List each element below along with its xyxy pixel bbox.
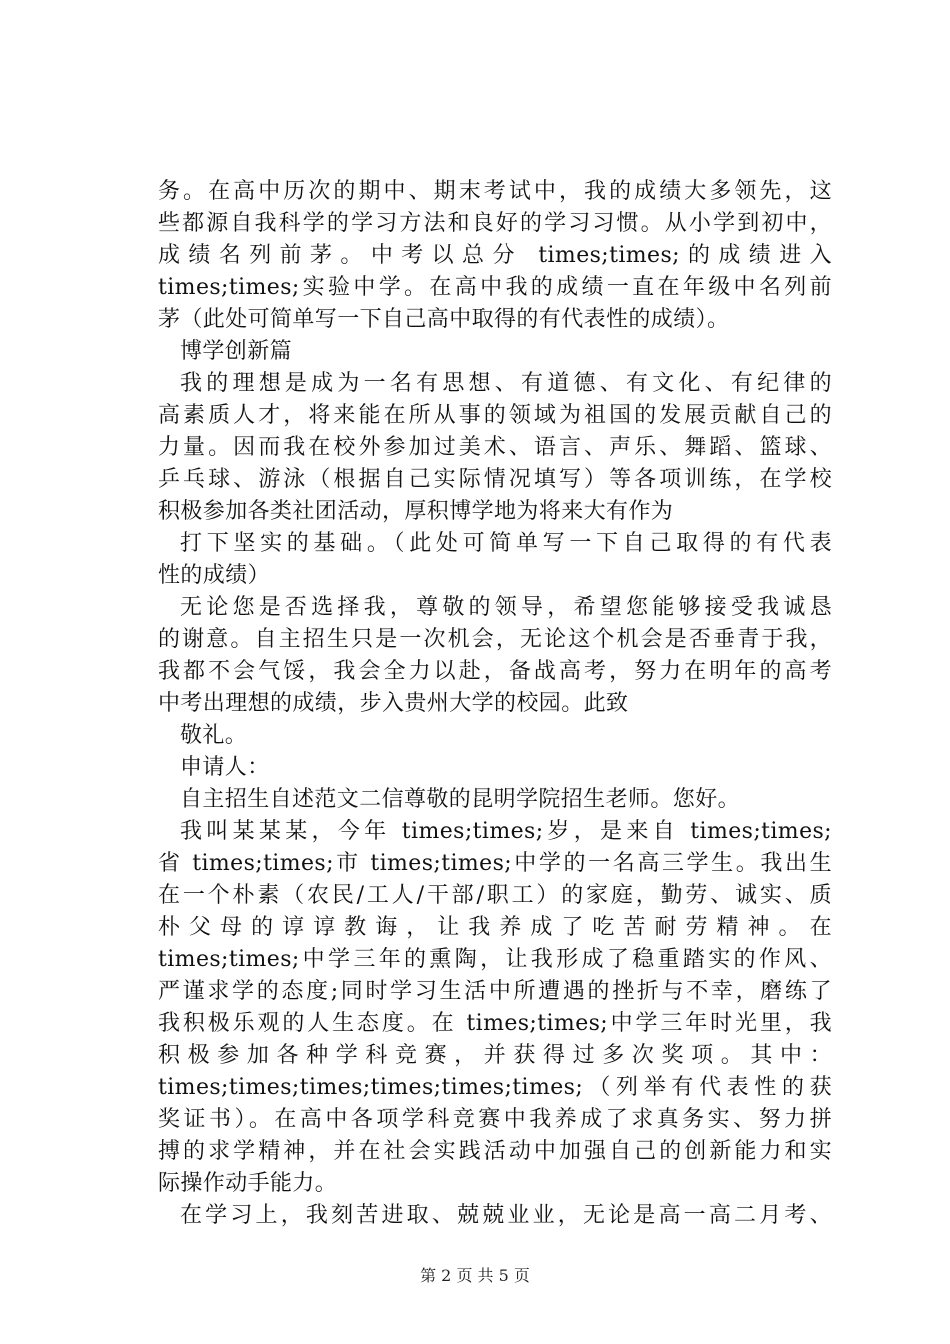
body-text xyxy=(158,176,832,1232)
text-line: times;times;中学三年的熏陶，让我形成了稳重踏实的作风、 xyxy=(158,947,832,972)
text-line: 力量。因而我在校外参加过美术、语言、声乐、舞蹈、篮球、 xyxy=(158,435,832,460)
text-line: 我叫某某某，今年 times;times;岁，是来自 times;times; xyxy=(180,819,832,844)
text-line: 申请人： xyxy=(180,755,270,780)
text-line: 严谨求学的态度;同时学习生活中所遭遇的挫折与不幸，磨练了 xyxy=(158,979,832,1004)
text-line: 性的成绩） xyxy=(158,563,271,588)
text-line: 务。在高中历次的期中、期末考试中，我的成绩大多领先，这 xyxy=(158,179,832,204)
text-line: 积极参加各种学科竞赛，并获得过多次奖项。其中： xyxy=(158,1043,832,1068)
text-line: 成绩名列前茅。中考以总分 times;times;的成绩进入 xyxy=(158,243,832,268)
text-line: 搏的求学精神，并在社会实践活动中加强自己的创新能力和实 xyxy=(158,1139,832,1164)
text-line: 中考出理想的成绩，步入贵州大学的校园。此致 xyxy=(158,691,629,716)
text-line: 敬礼。 xyxy=(180,723,248,748)
text-line: 我积极乐观的人生态度。在 times;times;中学三年时光里，我 xyxy=(158,1011,832,1036)
text-line: 省 times;times;市 times;times;中学的一名高三学生。我出生 xyxy=(158,851,832,876)
text-line: 高素质人才，将来能在所从事的领域为祖国的发展贡献自己的 xyxy=(158,403,832,428)
text-line: 些都源自我科学的学习方法和良好的学习习惯。从小学到初中， xyxy=(158,211,832,236)
text-line: 际操作动手能力。 xyxy=(158,1171,338,1196)
text-line: 无论您是否选择我，尊敬的领导，希望您能够接受我诚恳 xyxy=(180,595,832,620)
page-footer: 第 2 页 共 5 页 xyxy=(420,1266,530,1285)
text-line: times;times;实验中学。在高中我的成绩一直在年级中名列前 xyxy=(158,275,832,300)
text-line: 博学创新篇 xyxy=(180,339,293,364)
text-line: 积极参加各类社团活动，厚积博学地为将来大有作为 xyxy=(158,499,674,524)
text-line: 我的理想是成为一名有思想、有道德、有文化、有纪律的 xyxy=(180,371,832,396)
text-line: 的谢意。自主招生只是一次机会，无论这个机会是否垂青于我， xyxy=(158,627,832,652)
text-line: 在学习上，我刻苦进取、兢兢业业，无论是高一高二月考、 xyxy=(180,1203,832,1228)
text-line: times;times;times;times;times;times;（列举有代表性的获 xyxy=(158,1075,832,1100)
text-line: 打下坚实的基础。（此处可简单写一下自己取得的有代表 xyxy=(180,531,832,556)
text-line: 茅（此处可简单写一下自己高中取得的有代表性的成绩）。 xyxy=(158,307,730,332)
text-line: 我都不会气馁，我会全力以赴，备战高考，努力在明年的高考 xyxy=(158,659,832,684)
text-line: 朴父母的谆谆教诲，让我养成了吃苦耐劳精神。在 xyxy=(158,915,832,940)
text-line: 乒乓球、游泳（根据自己实际情况填写）等各项训练，在学校 xyxy=(158,467,832,492)
text-line: 奖证书）。在高中各项学科竞赛中我养成了求真务实、努力拼 xyxy=(158,1107,832,1132)
text-line: 自主招生自述范文二信尊敬的昆明学院招生老师。您好。 xyxy=(180,787,741,812)
text-line: 在一个朴素（农民/工人/干部/职工）的家庭，勤劳、诚实、质 xyxy=(158,883,832,908)
